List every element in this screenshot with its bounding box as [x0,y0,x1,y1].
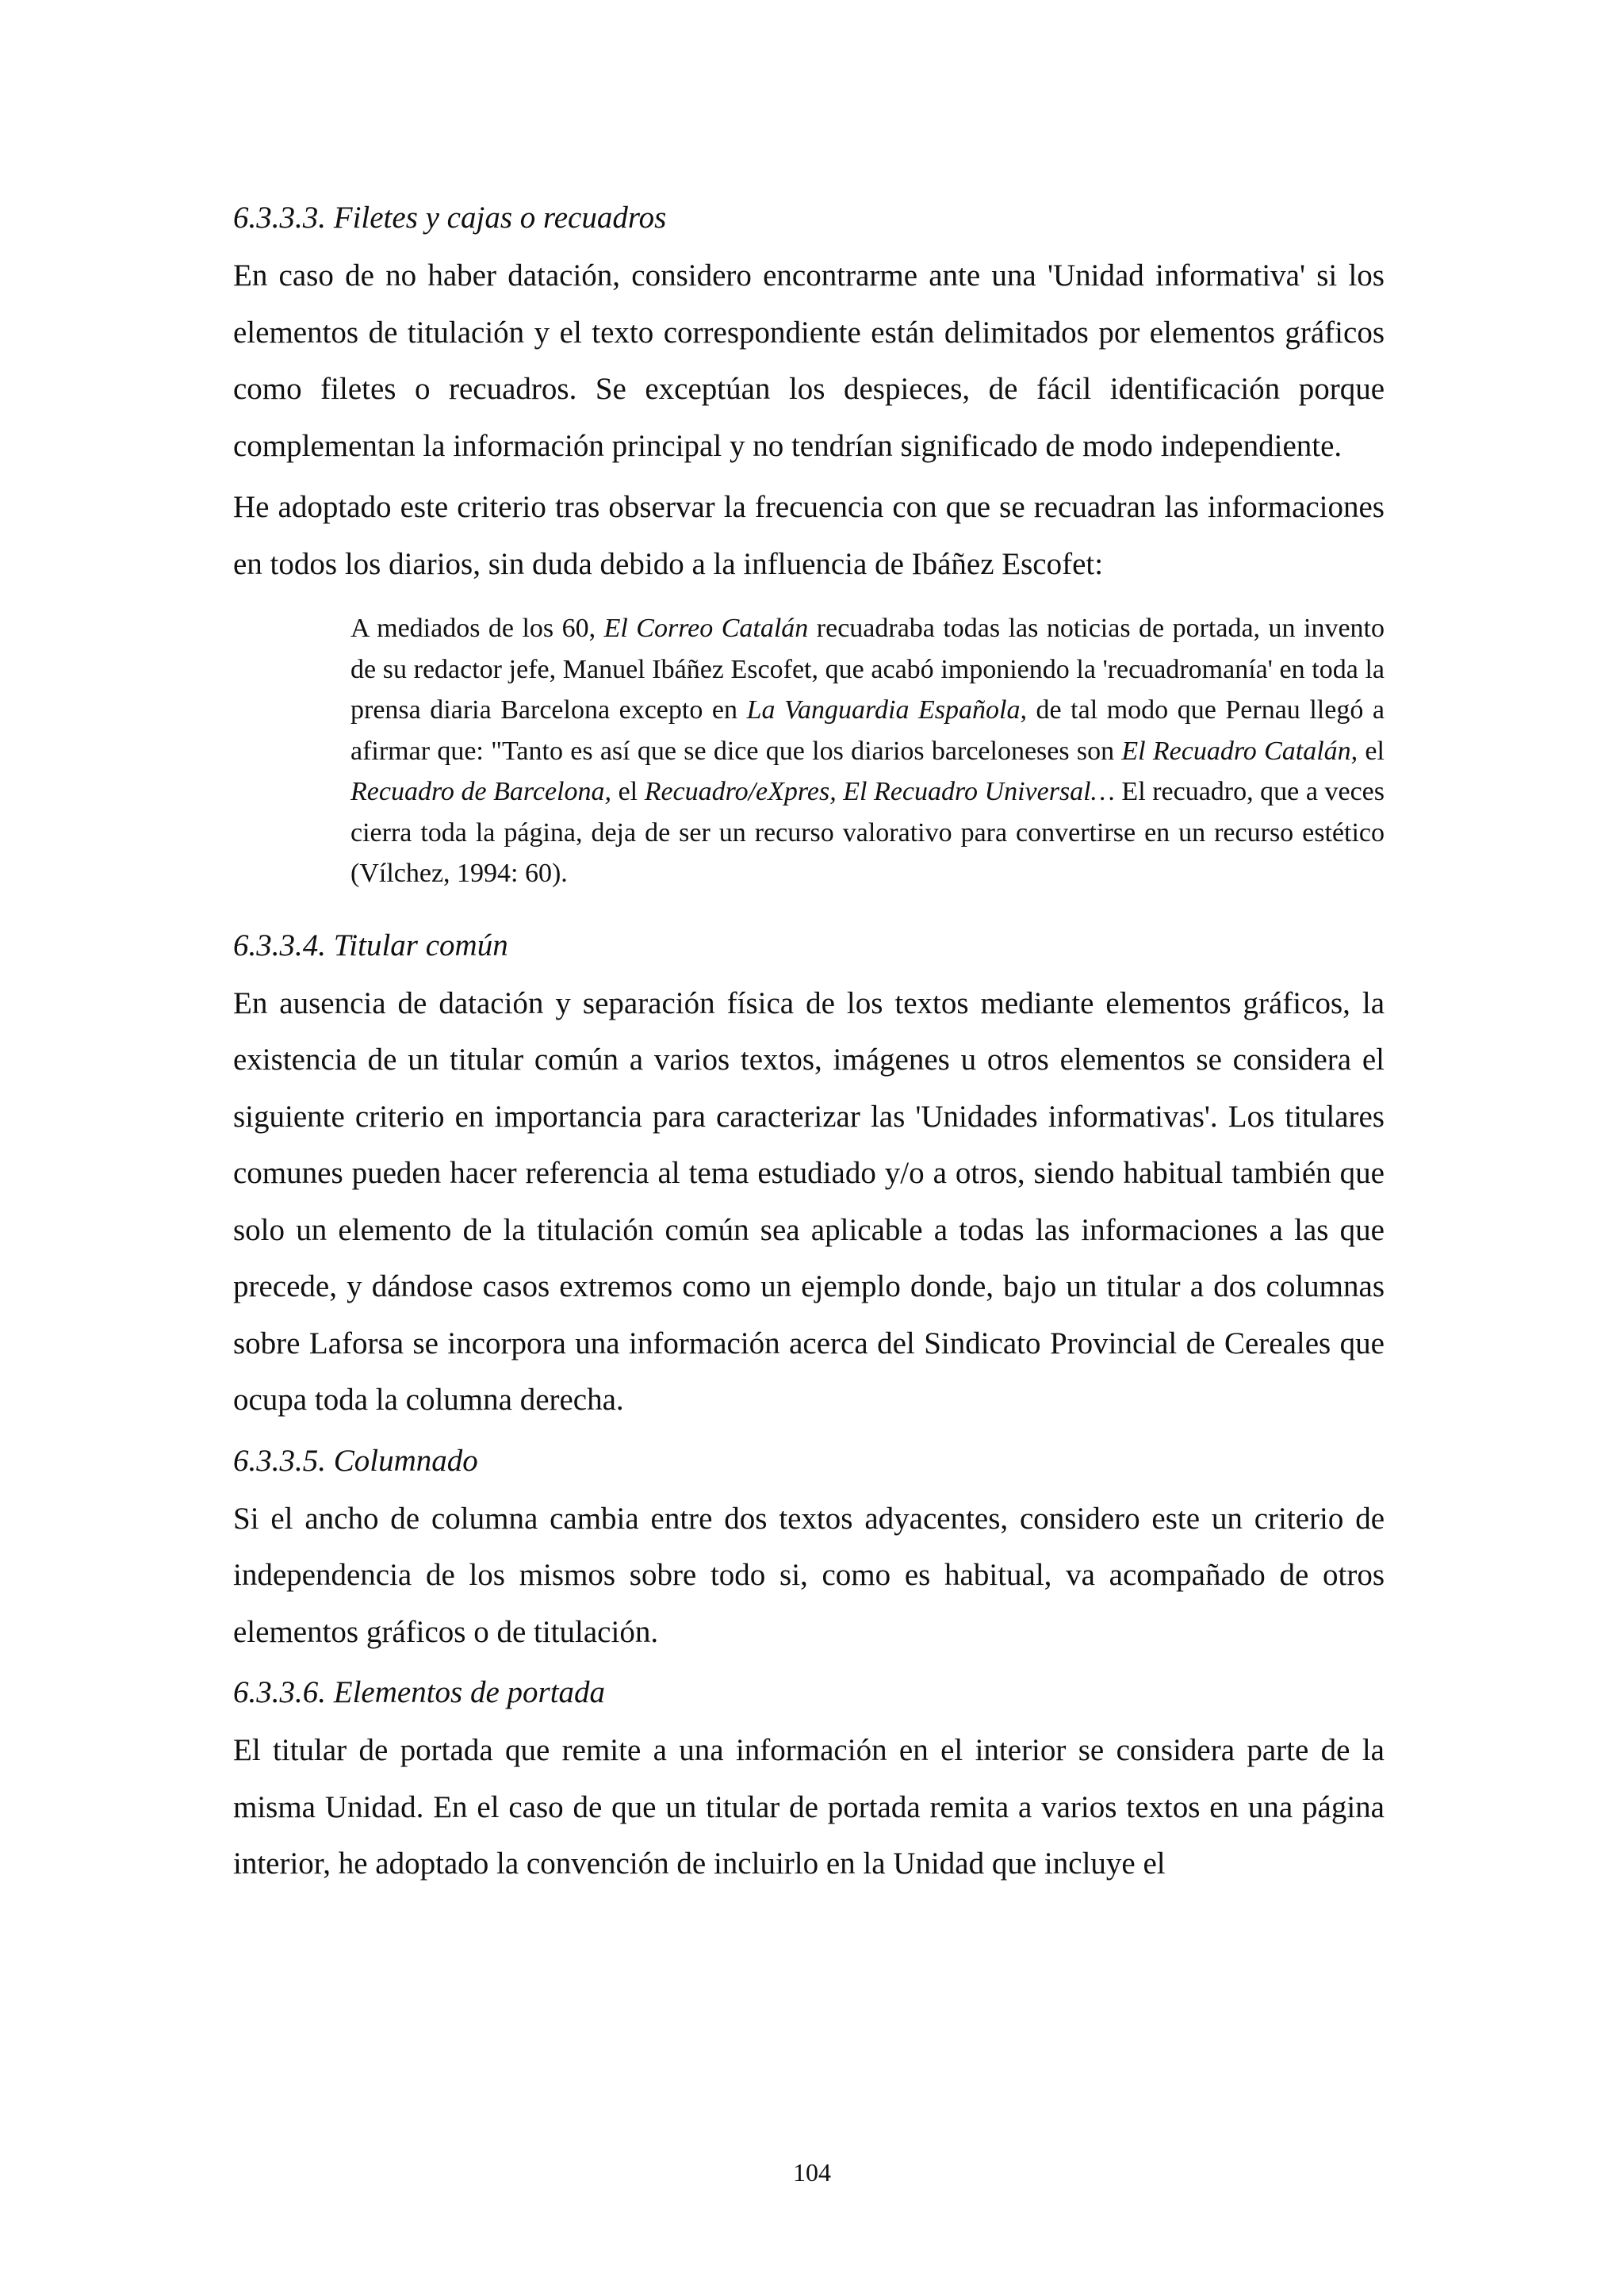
quote-text: el [611,777,645,806]
quote-italic-title: La Vanguardia Española, [746,695,1027,725]
paragraph-6333-2: He adoptado este criterio tras observar la frecuencia con que se recuadran las informaciones en todos los diarios, sin duda debido a la influencia de Ibáñez Escofet: [233,490,1385,581]
quote-italic-title: El Recuadro Catalán, [1121,736,1358,766]
section-heading-6333: 6.3.3.3. Filetes y cajas o recuadros [233,201,667,235]
quote-text: el [1358,736,1385,766]
quote-italic-title: El Correo Catalán [603,614,809,643]
paragraph-6335-1: Si el ancho de columna cambia entre dos textos adyacentes, considero este un criterio de independencia de los mismos sobre todo si, como es habitual, va acompañado de otros elementos gráficos o de titulación. [233,1501,1385,1649]
page-number: 104 [793,2158,831,2187]
paragraph-6336-1: El titular de portada que remite a una información en el interior se considera parte de la misma Unidad. En el caso de que un titular de portada remita a varios textos en una página interior, he adoptado la convención de incluirlo en la Unidad que incluye el [233,1733,1385,1881]
paragraph-6333-1: En caso de no haber datación, considero encontrarme ante una 'Unidad informativa' si los elementos de titulación y el texto correspondiente están delimitados por elementos gráficos como filetes o recuadros. Se exceptúan los despieces, de fácil identificación porque complementan la información principal y no tendrían significado de modo independiente. [233,258,1385,463]
quote-text: El recuadro, que a veces cierra toda la página, deja de ser un recurso valorativo para convertirse en un recurso estético (Vílchez, 1994: 60). [350,777,1385,888]
document-page [233,190,1385,1897]
quote-italic-title: Recuadro/eXpres, El Recuadro Universal… [644,777,1115,806]
section-heading-6334: 6.3.3.4. Titular común [233,928,508,962]
quote-text: A mediados de los 60, [350,614,604,643]
section-heading-6335: 6.3.3.5. Columnado [233,1443,478,1478]
block-quote [350,608,1385,894]
section-heading-6336: 6.3.3.6. Elementos de portada [233,1675,606,1709]
quote-text: recuadraba todas las noticias de portada, un invento de su redactor jefe, Manuel Ibáñez Escofet, que acabó imponiendo la 'recuadromanía' en toda la prensa diaria Barcelona excepto en [350,614,1385,725]
paragraph-6334-1: En ausencia de datación y separación física de los textos mediante elementos gráficos, la existencia de un titular común a varios textos, imágenes u otros elementos se considera el siguiente criterio en importancia para caracterizar las 'Unidades informativas'. Los titulares comunes pueden hacer referencia al tema estudiado y/o a otros, siendo habitual también que solo un elemento de la titulación común sea aplicable a todas las informaciones a las que precede, y dándose casos extremos como un ejemplo donde, bajo un titular a dos columnas sobre Laforsa se incorpora una información acerca del Sindicato Provincial de Cereales que ocupa toda la columna derecha. [233,985,1385,1417]
quote-text: de tal modo que Pernau llegó a afirmar que: "Tanto es así que se dice que los diarios barceloneses son [350,695,1385,766]
quote-italic-title: Recuadro de Barcelona, [350,777,612,806]
